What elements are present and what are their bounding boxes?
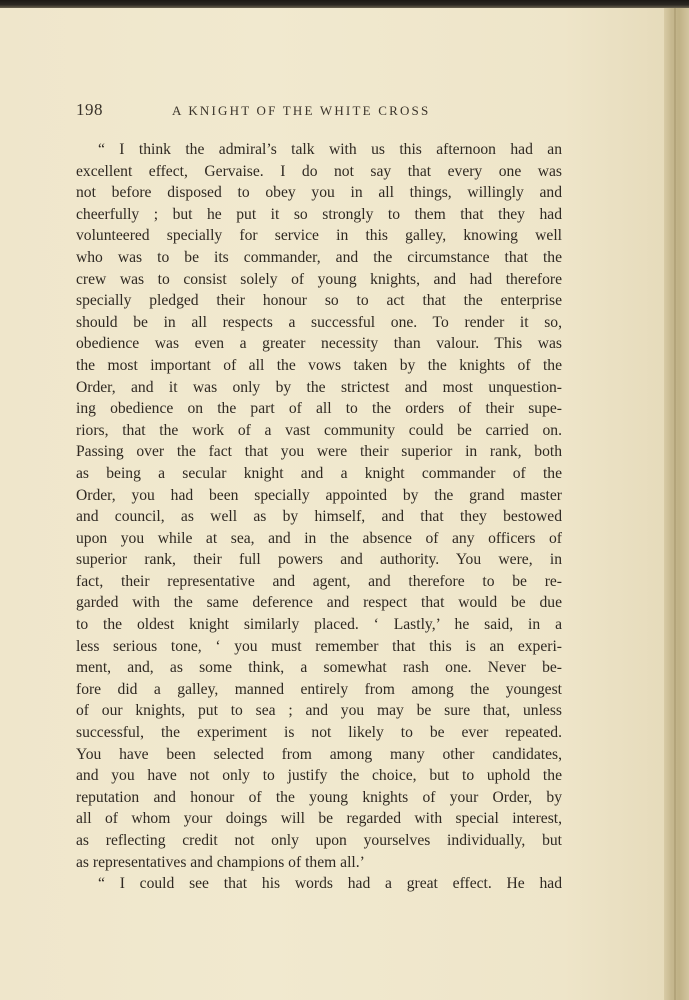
text-line: Order, you had been specially appointed by the grand master bbox=[76, 486, 562, 504]
text-line: ing obedience on the part of all to the orders of their supe- bbox=[76, 400, 562, 418]
text-line: specially pledged their honour so to act that the enterprise bbox=[76, 292, 562, 310]
text-line: Passing over the fact that you were their superior in rank, both bbox=[76, 443, 562, 461]
text-line: fore did a galley, manned entirely from among the youngest bbox=[76, 680, 562, 698]
page-number: 198 bbox=[76, 100, 103, 119]
text-line: successful, the experiment is not likely to be ever repeated. bbox=[76, 724, 562, 742]
text-line: excellent effect, Gervaise. I do not say that every one was bbox=[76, 162, 562, 180]
text-line: obedience was even a greater necessity than valour. This was bbox=[76, 335, 562, 353]
text-line: Order, and it was only by the strictest and most unquestion- bbox=[76, 378, 562, 396]
text-line: who was to be its commander, and the circumstance that the bbox=[76, 248, 562, 266]
page-header bbox=[76, 100, 562, 122]
text-line: “ I could see that his words had a great effect. He had bbox=[98, 875, 562, 893]
text-line: as representatives and champions of them all.’ bbox=[76, 853, 365, 871]
text-line: cheerfully ; but he put it so strongly to them that they had bbox=[76, 205, 562, 223]
text-line: not before disposed to obey you in all things, willingly and bbox=[76, 184, 562, 202]
text-line: upon you while at sea, and in the absence of any officers of bbox=[76, 529, 562, 547]
text-line: of our knights, put to sea ; and you may be sure that, unless bbox=[76, 702, 562, 720]
text-line: crew was to consist solely of young knights, and had therefore bbox=[76, 270, 562, 288]
scan-top-edge bbox=[0, 0, 689, 8]
text-line: to the oldest knight similarly placed. ‘ Lastly,’ he said, in a bbox=[76, 616, 562, 634]
text-line: garded with the same deference and respect that would be due bbox=[76, 594, 562, 612]
text-line: as reflecting credit not only upon yourselves individually, but bbox=[76, 832, 562, 849]
text-line: less serious tone, ‘ you must remember that this is an experi- bbox=[76, 637, 562, 655]
running-title: A KNIGHT OF THE WHITE CROSS bbox=[172, 103, 431, 118]
text-line: fact, their representative and agent, and therefore to be re- bbox=[76, 572, 562, 590]
text-line: and council, as well as by himself, and that they bestowed bbox=[76, 508, 562, 526]
text-line: “ I think the admiral’s talk with us this afternoon had an bbox=[98, 141, 562, 158]
text-line: volunteered specially for service in this galley, knowing well bbox=[76, 227, 562, 245]
book-spine-edge bbox=[664, 8, 689, 1000]
text-line: ment, and, as some think, a somewhat rash one. Never be- bbox=[76, 659, 562, 677]
text-line: should be in all respects a successful one. To render it so, bbox=[76, 313, 562, 331]
text-line: superior rank, their full powers and authority. You were, in bbox=[76, 551, 562, 569]
text-line: as being a secular knight and a knight commander of the bbox=[76, 464, 562, 482]
text-line: reputation and honour of the young knights of your Order, by bbox=[76, 788, 562, 806]
spine-strip bbox=[674, 8, 676, 1000]
text-line: and you have not only to justify the choice, but to uphold the bbox=[76, 767, 562, 785]
text-line: riors, that the work of a vast community could be carried on. bbox=[76, 421, 562, 439]
text-line: all of whom your doings will be regarded with special interest, bbox=[76, 810, 562, 828]
body-text bbox=[76, 139, 562, 895]
text-line: the most important of all the vows taken by the knights of the bbox=[76, 356, 562, 374]
text-line: You have been selected from among many other candidates, bbox=[76, 745, 562, 763]
